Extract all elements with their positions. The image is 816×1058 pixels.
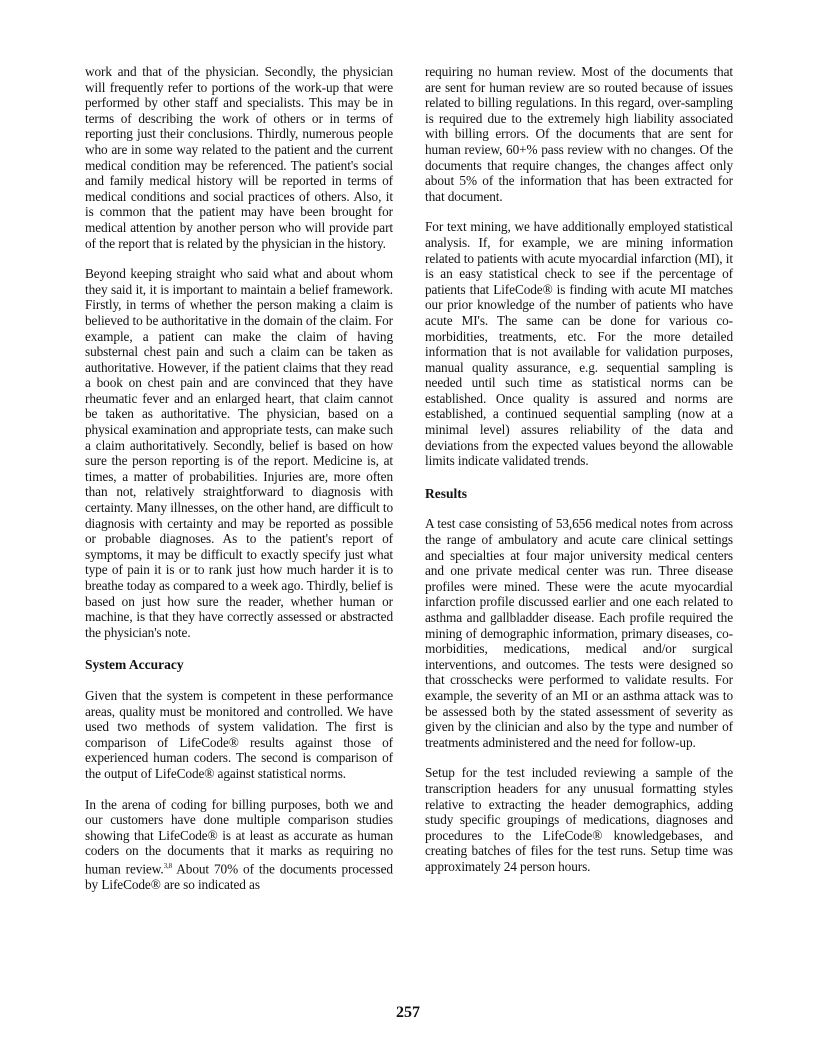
body-paragraph: Setup for the test included reviewing a sample of the transcription headers for any unusual formatting styles relative to extracting the header demographics, adding study specific groupings of medications, diagnoses and procedures to the LifeCode® knowledgebases, and creating batches of files for the test runs. Setup time was approximately 24 person hours. [425, 765, 733, 874]
right-column [425, 64, 733, 875]
body-text: About 70% of the documents processed by LifeCode® are so indicated as [85, 861, 393, 892]
body-paragraph: For text mining, we have additionally employed statistical analysis. If, for example, we are mining information related to patients with acute myocardial infarction (MI), it is an easy statistical check to see if the percentage of patients that LifeCode® is finding with acute MI matches our prior knowledge of the number of patients who have acute MI's. The same can be done for various co-morbidities, treatments, etc. For the more detailed information that is not available for validation purposes, manual quality assurance, e.g. sequential sampling is needed until such time as statistical norms can be established. Once quality is assured and norms are established, a continued sequential sampling (now at a minimal level) assures reliability of the data and deviations from the expected values beyond the allowable limits indicate validated trends. [425, 219, 733, 469]
citation-reference: 3,8 [163, 861, 173, 870]
section-heading-results: Results [425, 485, 468, 501]
body-text: In the arena of coding for billing purposes, both we and our customers have done multiple comparison studies showing that LifeCode® is at least as accurate as human coders on the documents that it marks as requiring no human review. [85, 796, 393, 877]
section-heading-system-accuracy: System Accuracy [85, 657, 184, 673]
page-number: 257 [396, 1004, 420, 1021]
body-paragraph: Given that the system is competent in these performance areas, quality must be monitored and controlled. We have used two methods of system validation. The first is comparison of LifeCode® results against those of experienced human coders. The second is comparison of the output of LifeCode® against statistical norms. [85, 687, 393, 781]
body-paragraph: work and that of the physician. Secondly, the physician will frequently refer to portions of the work-up that were performed by other staff and specialists. This may be in terms of describing the work of others or in terms of reporting just their conclusions. Thirdly, numerous people who are in some way related to the patient and the current medical condition may be referenced. The patient's social and family medical history will be reported in terms of medical conditions and social practices of others. Also, it is common that the patient may have been brought for medical attention by another person who will provide part of the report that is related by the physician in the history. [85, 64, 393, 251]
body-paragraph: Beyond keeping straight who said what and about whom they said it, it is important to maintain a belief framework. Firstly, in terms of whether the person making a claim is believed to be authoritative in the domain of the claim. For example, a patient can make the claim of having substernal chest pain and such a claim can be taken as authoritative. However, if the patient claims that they read a book on chest pain and are convinced that they have rheumatic fever and an enlarged heart, that claim cannot be taken as authoritative. The physician, based on a physical examination and appropriate tests, can make such a claim authoritatively. Secondly, belief is based on how sure the person reporting is of the report. Medicine is, at times, a matter of probabilities. Injuries are, more often than not, relatively straightforward to diagnosis with certainty. Many illnesses, on the other hand, are difficult to diagnosis with certainty and may be reported as possible or probable diagnoses. As to the patient's report of symptoms, it may be difficult to exactly specify just what type of pain it is or to rank just how much harder it is to breathe today as compared to a week ago. Thirdly, belief is based on just how sure the reader, whether human or machine, is that they have correctly assessed or abstracted the physician's note. [85, 266, 393, 640]
body-paragraph [85, 797, 393, 893]
body-paragraph: requiring no human review. Most of the documents that are sent for human review are so routed because of issues related to billing regulations. In this regard, over-sampling is required due to the extremely high liability associated with billing errors. Of the documents that are sent for human review, 60+% pass review with no changes. Of the documents that require changes, the changes affect only about 5% of the information that has been extracted for that document. [425, 64, 733, 204]
body-paragraph: A test case consisting of 53,656 medical notes from across the range of ambulatory and acute care clinical settings and specialties at four major university medical centers and one private medical center was run. Three disease profiles were mined. These were the acute myocardial infarction profile discussed earlier and one each related to asthma and gallbladder disease. Each profile required the mining of demographic information, primary diseases, co-morbidities, medications, medical and/or surgical interventions, and outcomes. The tests were designed so that crosschecks were performed to validate results. For example, the severity of an MI or an asthma attack was to be assessed both by the stated assessment of severity as given by the clinician and also by the type and number of treatments administered and the need for follow-up. [425, 516, 733, 750]
left-column [85, 64, 393, 893]
